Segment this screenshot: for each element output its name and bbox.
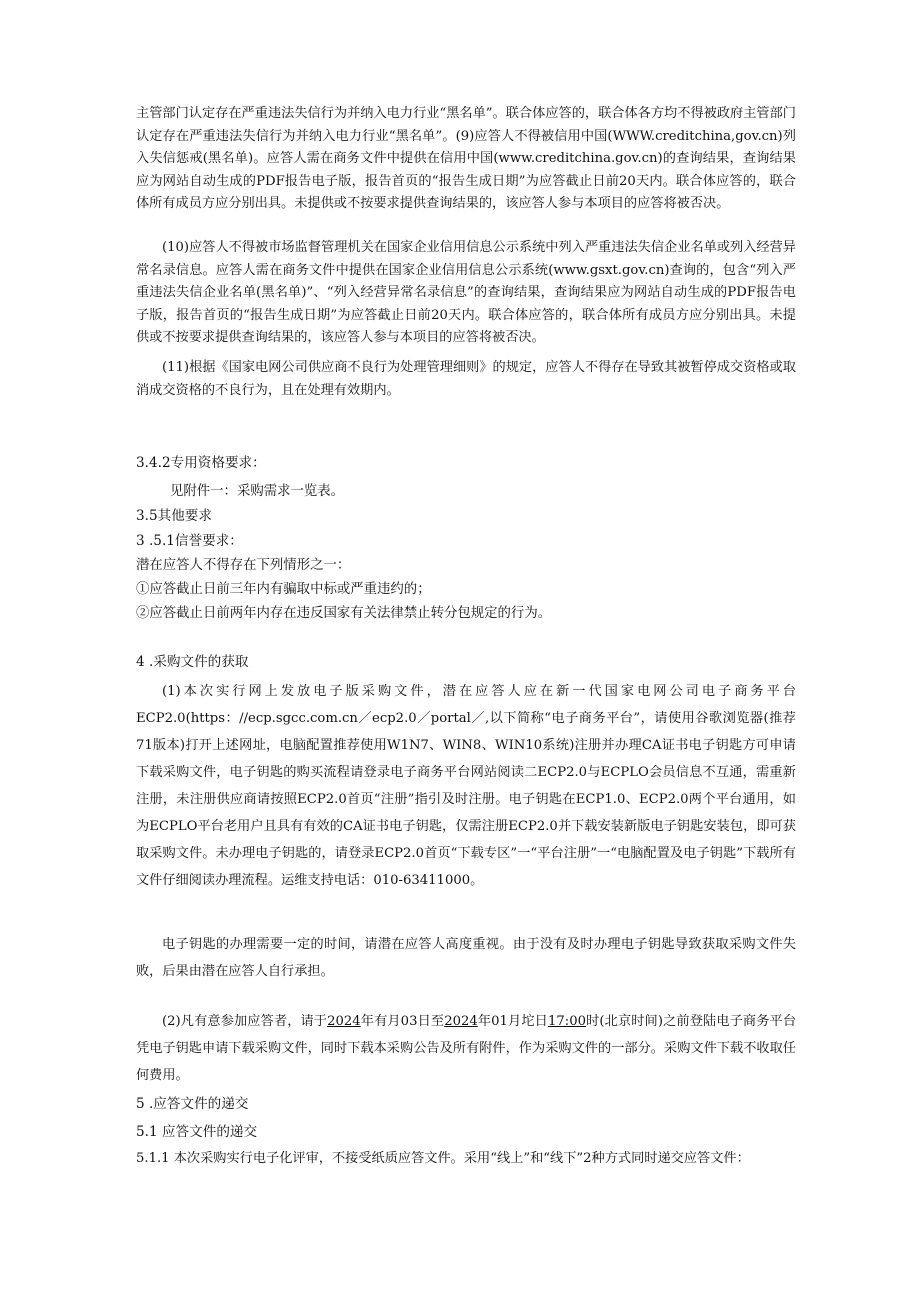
p2-time: 17:00	[547, 1014, 586, 1029]
p2-year-end: 2024	[444, 1014, 478, 1029]
p2-part-d: 时(北京时间)之前登陆电子商务平台凭电子钥匙申请下载采购文件，同时下载本采购公告及所有附件，作为采购文件的一部分。采购文件下载不收取任何费用。	[136, 1014, 797, 1083]
p2-part-a: (2)凡有意参加应答者，请于	[162, 1014, 328, 1029]
list-item-2: ②应答截止日前两年内存在违反国家有关法律禁止转分包规定的行为。	[136, 606, 552, 621]
text-3-4-2: 见附件一：采购需求一览表。	[170, 484, 345, 499]
paragraph-item-11: (11)根据《国家电网公司供应商不良行为处理管理细则》的规定，应答人不得存在导致其被暂停成交资格或取消成交资格的不良行为，且在处理有效期内。	[136, 360, 796, 398]
paragraph-5-1-1: 5.1.1 本次采购实行电子化评审，不接受纸质应答文件。采用“线上”和“线下”2种方式同时递交应答文件：	[136, 1151, 750, 1166]
paragraph-item-10: (10)应答人不得被市场监督管理机关在国家企业信用信息公示系统中列入严重违法失信企业名单或列入经营异常名录信息。应答人需在商务文件中提供在国家企业信用信息公示系统(www.gsxt.gov.cn)查询的，包含“列入严重违法失信企业名单(黑名单)”、“列入经营异常名录信息”的查询结果，查询结果应为网站自动生成的PDF报告电子版，报告首页的“报告生成日期”为应答截止日前20天内。联合体应答的，联合体所有成员方应分别出具。未提供或不按要求提供查询结果的，该应答人参与本项目的应答将被否决。	[136, 240, 796, 346]
heading-3-5: 3.5其他要求	[136, 508, 212, 524]
text-reputation-intro: 潜在应答人不得存在下列情形之一：	[136, 558, 351, 573]
heading-section-4: 4 .采购文件的获取	[136, 654, 249, 670]
list-item-1: ①应答截止日前三年内有骗取中标或严重违约的；	[136, 582, 431, 597]
heading-section-5: 5 .应答文件的递交	[136, 1096, 249, 1112]
p2-part-c: 年01月坨日	[477, 1014, 548, 1029]
paragraph-4-2	[136, 1008, 796, 1089]
paragraph-4-1: (1)本次实行网上发放电子版采购文件，潜在应答人应在新一代国家电网公司电子商务平台ECP2.0(https：//ecp.sgcc.com.cn／ecp2.0／portal／,以下简称“电子商务平台”，请使用谷歌浏览器(推荐71版本)打开上述网址，电脑配置推荐使用W1N7、WIN8、WIN10系统)注册并办理CA证书电子钥匙方可申请下载采购文件，电子钥匙的购买流程请登录电子商务平台网站阅读二ECP2.0与ECPLO会员信息不互通，需重新注册，未注册供应商请按照ECP2.0首页“注册”指引及时注册。电子钥匙在ECP1.0、ECP2.0两个平台通用，如为ECPLO平台老用户且具有有效的CA证书电子钥匙，仅需注册ECP2.0并下载安装新版电子钥匙安装包，即可获取采购文件。未办理电子钥匙的，请登录ECP2.0首页“下载专区”一“平台注册”一“电脑配置及电子钥匙”下载所有文件仔细阅读办理流程。运维支持电话：010-63411000。	[136, 684, 796, 888]
heading-5-1: 5.1 应答文件的递交	[136, 1124, 258, 1140]
p2-year-start: 2024	[327, 1014, 361, 1029]
heading-3-5-1: 3 .5.1信誉要求：	[136, 533, 243, 549]
heading-3-4-2: 3.4.2专用资格要求：	[136, 455, 266, 471]
paragraph-credit-blacklist: 主管部门认定存在严重违法失信行为并纳入电力行业“黑名单”。联合体应答的，联合体各方均不得被政府主管部门认定存在严重违法失信行为并纳入电力行业“黑名单”。(9)应答人不得被信用中国(WWW.creditchina,gov.cn)列入失信惩戒(黑名单)。应答人需在商务文件中提供在信用中国(www.creditchina.gov.cn)的查询结果，查询结果应为网站自动生成的PDF报告电子版，报告首页的“报告生成日期”为应答截止日前20天内。联合体应答的，联合体所有成员方应分别出具。未提供或不按要求提供查询结果的，该应答人参与本项目的应答将被否决。	[136, 106, 796, 212]
p2-part-b: 年有月03日至	[360, 1014, 445, 1029]
paragraph-key-notice: 电子钥匙的办理需要一定的时间，请潜在应答人高度重视。由于没有及时办理电子钥匙导致获取采购文件失败，后果由潜在应答人自行承担。	[136, 937, 796, 979]
